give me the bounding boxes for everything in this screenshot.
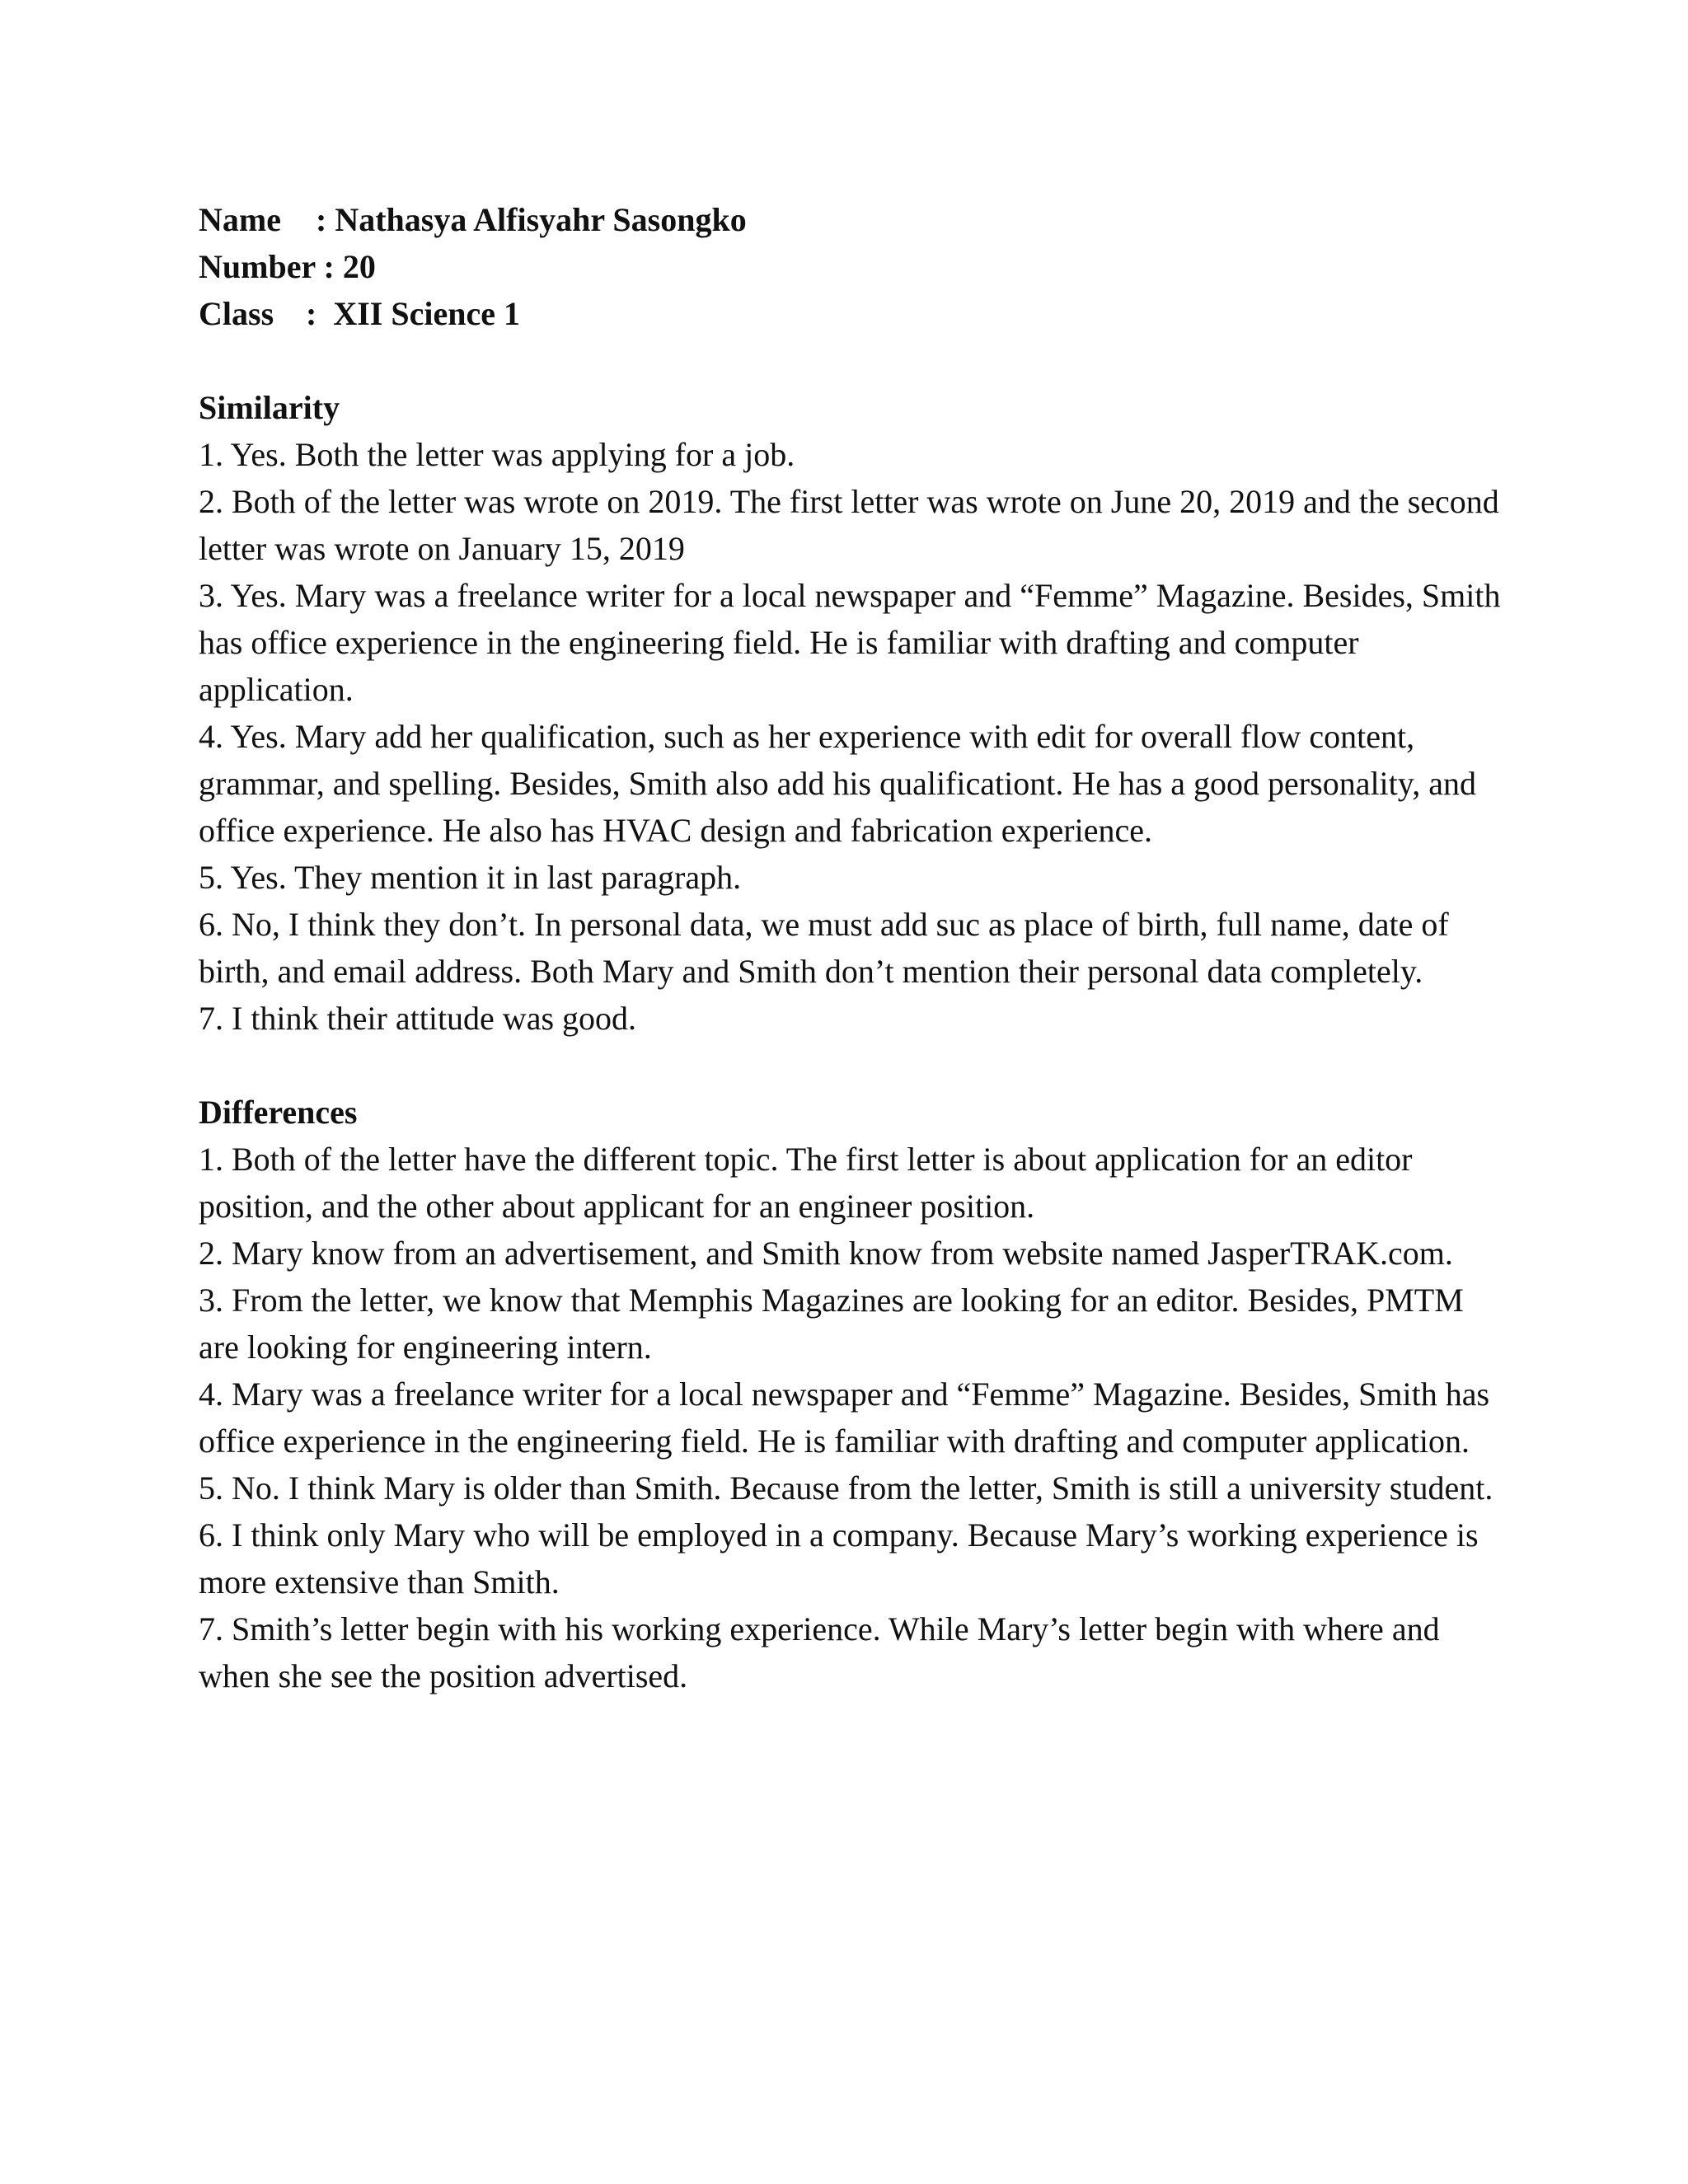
name-value: Nathasya Alfisyahr Sasongko xyxy=(335,201,747,238)
similarity-list xyxy=(199,431,1501,1042)
class-row xyxy=(199,290,1501,337)
similarity-item-7: 7. I think their attitude was good. xyxy=(199,1000,637,1037)
differences-item-5: 5. No. I think Mary is older than Smith. Because from the letter, Smith is still a university student. xyxy=(199,1469,1493,1507)
differences-heading: Differences xyxy=(199,1094,358,1131)
class-value: XII Science 1 xyxy=(333,295,520,332)
number-label: Number xyxy=(199,248,316,285)
similarity-heading: Similarity xyxy=(199,389,340,426)
name-label: Name xyxy=(199,201,281,238)
similarity-item-5: 5. Yes. They mention it in last paragraph. xyxy=(199,859,742,896)
differences-item-3: 3. From the letter, we know that Memphis Magazines are looking for an editor. Besides, PMTM are looking for engineering intern. xyxy=(199,1282,1464,1366)
similarity-item-3: 3. Yes. Mary was a freelance writer for a local newspaper and “Femme” Magazine. Besides, Smith has office experience in the engineering field. He is familiar with drafting and computer application. xyxy=(199,577,1501,708)
class-separator: : xyxy=(306,295,334,332)
number-value: 20 xyxy=(342,248,376,285)
name-row xyxy=(199,196,1501,243)
differences-item-1: 1. Both of the letter have the different topic. The first letter is about application for an editor position, and the other about applicant for an engineer position. xyxy=(199,1141,1413,1225)
similarity-item-4: 4. Yes. Mary add her qualification, such as her experience with edit for overall flow content, grammar, and spelling. Besides, Smith also add his qualificationt. He has a good personality, and office experience. He also has HVAC design and fabrication experience. xyxy=(199,718,1476,849)
similarity-item-6: 6. No, I think they don’t. In personal data, we must add suc as place of birth, full name, date of birth, and email address. Both Mary and Smith don’t mention their personal data completely. xyxy=(199,906,1449,990)
name-separator: : xyxy=(316,201,335,238)
similarity-item-2: 2. Both of the letter was wrote on 2019. The first letter was wrote on June 20, 2019 and the second letter was wrote on January 15, 2019 xyxy=(199,483,1499,567)
document-page xyxy=(199,196,1501,1699)
differences-list xyxy=(199,1136,1501,1699)
differences-item-4: 4. Mary was a freelance writer for a local newspaper and “Femme” Magazine. Besides, Smith has office experience in the engineering field. He is familiar with drafting and computer application. xyxy=(199,1376,1490,1460)
differences-item-6: 6. I think only Mary who will be employed in a company. Because Mary’s working experience is more extensive than Smith. xyxy=(199,1516,1479,1601)
class-label: Class xyxy=(199,295,274,332)
differences-item-2: 2. Mary know from an advertisement, and Smith know from website named JasperTRAK.com. xyxy=(199,1235,1453,1272)
differences-item-7: 7. Smith’s letter begin with his working experience. While Mary’s letter begin with where and when she see the position advertised. xyxy=(199,1610,1440,1694)
number-row xyxy=(199,243,1501,290)
similarity-item-1: 1. Yes. Both the letter was applying for a job. xyxy=(199,436,795,473)
number-separator: : xyxy=(315,248,343,285)
